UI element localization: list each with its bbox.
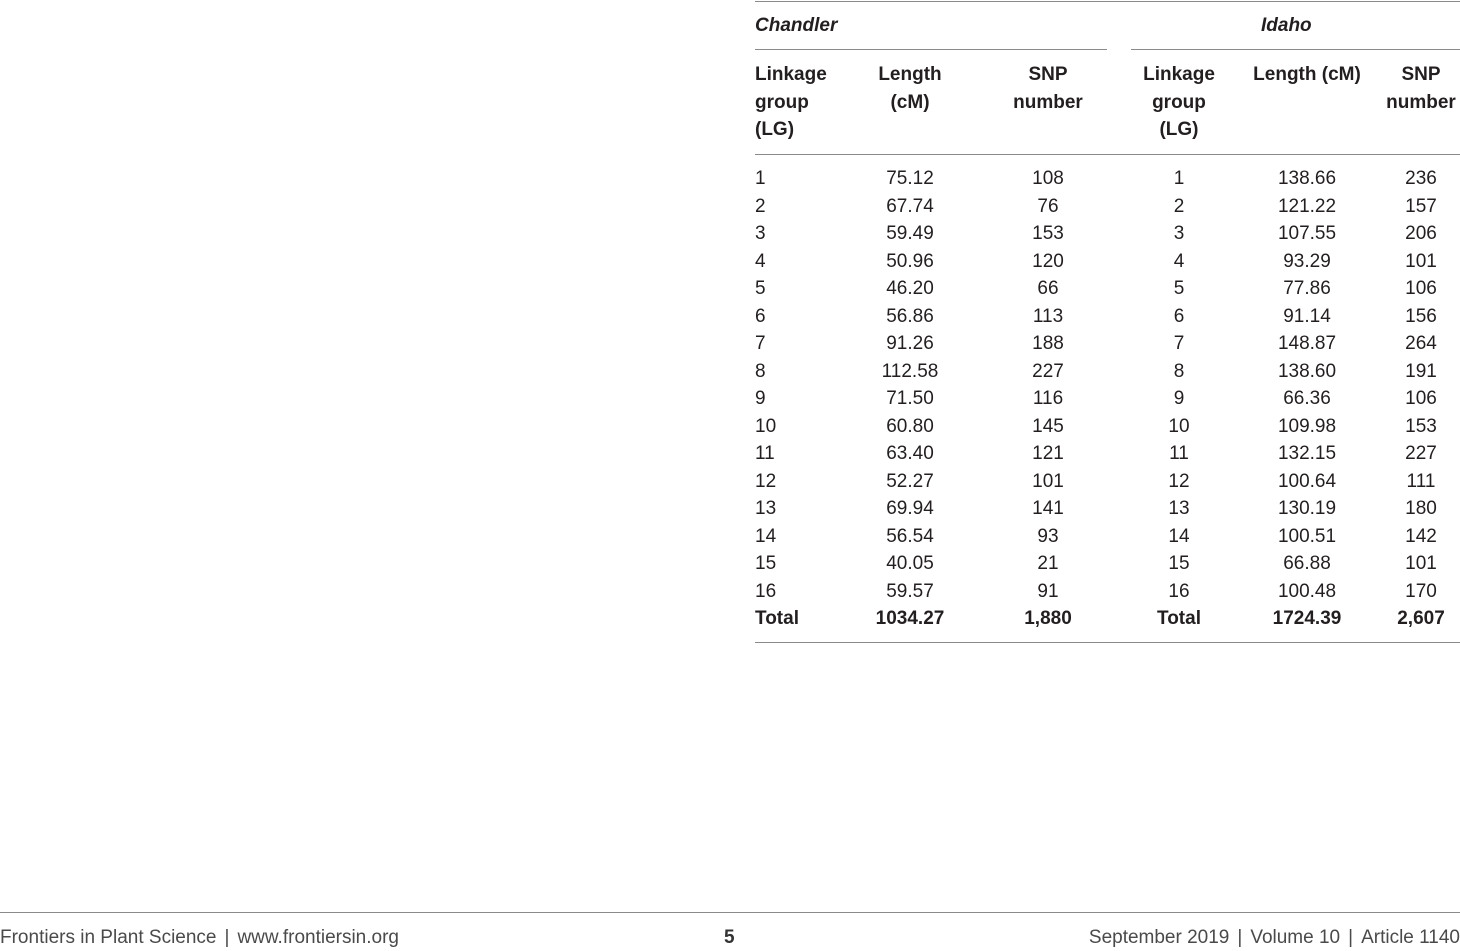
cell-length-chandler: 56.54 bbox=[886, 525, 934, 547]
cell-length-idaho: 148.87 bbox=[1277, 333, 1337, 354]
cell-lg-chandler: 12 bbox=[755, 470, 777, 492]
cell-length-idaho: 66.36 bbox=[1283, 388, 1331, 409]
footer-left bbox=[0, 925, 399, 951]
cell-snp-chandler: 21 bbox=[1037, 553, 1059, 574]
cell-length-chandler: 56.86 bbox=[886, 305, 934, 327]
cell-snp-chandler: 145 bbox=[1032, 415, 1064, 437]
cell-length-idaho: 109.98 bbox=[1277, 415, 1337, 437]
cell-length-idaho: 100.51 bbox=[1277, 525, 1337, 547]
cell-lg-chandler: 15 bbox=[755, 553, 777, 574]
cell-lg-idaho: 16 bbox=[1168, 580, 1190, 602]
cell-snp-idaho: 106 bbox=[1405, 388, 1437, 409]
cell-lg-idaho: 4 bbox=[1173, 250, 1185, 272]
cell-length-idaho: 107.55 bbox=[1277, 223, 1337, 244]
cell-snp-idaho: 111 bbox=[1406, 470, 1436, 492]
table-row bbox=[0, 523, 1460, 551]
total-snp-idaho: 2,607 bbox=[1397, 608, 1445, 629]
cell-lg-chandler: 9 bbox=[755, 388, 766, 409]
cell-snp-chandler: 227 bbox=[1032, 360, 1064, 382]
table-row bbox=[0, 220, 1460, 248]
cell-lg-idaho: 2 bbox=[1173, 195, 1185, 217]
table-body bbox=[0, 165, 1460, 633]
cell-length-idaho: 66.88 bbox=[1283, 553, 1331, 574]
cell-snp-idaho: 206 bbox=[1405, 223, 1437, 244]
cell-length-chandler: 69.94 bbox=[886, 498, 934, 519]
cell-snp-chandler: 153 bbox=[1032, 223, 1064, 244]
header-bottom-rule bbox=[755, 154, 1460, 155]
cell-length-chandler: 60.80 bbox=[886, 415, 934, 437]
cell-length-chandler: 46.20 bbox=[886, 278, 934, 299]
col-header-length-idaho: Length (cM) bbox=[1253, 64, 1361, 85]
cell-snp-chandler: 113 bbox=[1032, 305, 1064, 327]
cell-snp-idaho: 157 bbox=[1405, 195, 1437, 217]
table-row bbox=[0, 248, 1460, 276]
total-length-idaho: 1724.39 bbox=[1272, 608, 1342, 629]
table-row bbox=[0, 330, 1460, 358]
cell-lg-chandler: 4 bbox=[755, 250, 766, 272]
cell-snp-idaho: 170 bbox=[1405, 580, 1437, 602]
cell-lg-chandler: 16 bbox=[755, 580, 777, 602]
cell-lg-chandler: 2 bbox=[755, 195, 766, 217]
cell-snp-idaho: 180 bbox=[1405, 498, 1437, 519]
group-title-chandler: Chandler bbox=[755, 15, 838, 36]
cell-lg-chandler: 5 bbox=[755, 278, 766, 299]
cell-length-chandler: 59.49 bbox=[886, 223, 934, 244]
cell-snp-idaho: 236 bbox=[1405, 168, 1437, 189]
cell-snp-chandler: 116 bbox=[1032, 388, 1064, 409]
total-label-chandler: Total bbox=[755, 608, 799, 629]
cell-length-idaho: 100.64 bbox=[1277, 470, 1337, 492]
cell-length-idaho: 91.14 bbox=[1283, 305, 1331, 327]
table-row bbox=[0, 165, 1460, 193]
cell-snp-idaho: 106 bbox=[1405, 278, 1437, 299]
article-number: Article 1140 bbox=[1361, 927, 1460, 948]
table-row bbox=[0, 468, 1460, 496]
publication-date: September 2019 bbox=[1088, 927, 1230, 948]
cell-lg-chandler: 14 bbox=[755, 525, 777, 547]
cell-lg-chandler: 6 bbox=[755, 305, 766, 327]
cell-snp-idaho: 264 bbox=[1405, 333, 1437, 354]
cell-lg-idaho: 8 bbox=[1173, 360, 1185, 382]
table-bottom-rule bbox=[755, 642, 1460, 643]
cell-lg-idaho: 9 bbox=[1173, 388, 1185, 409]
cell-snp-idaho: 191 bbox=[1405, 360, 1437, 382]
cell-lg-idaho: 5 bbox=[1173, 278, 1185, 299]
cell-length-chandler: 50.96 bbox=[886, 250, 934, 272]
journal-name: Frontiers in Plant Science bbox=[0, 927, 217, 948]
journal-website[interactable]: www.frontiersin.org bbox=[237, 927, 399, 948]
cell-lg-chandler: 3 bbox=[755, 223, 766, 244]
cell-lg-idaho: 6 bbox=[1173, 305, 1185, 327]
cell-lg-chandler: 1 bbox=[755, 168, 766, 189]
cell-snp-idaho: 142 bbox=[1405, 525, 1437, 547]
cell-lg-idaho: 14 bbox=[1168, 525, 1190, 547]
cell-lg-chandler: 8 bbox=[755, 360, 766, 382]
cell-length-chandler: 112.58 bbox=[881, 360, 939, 382]
table-row bbox=[0, 358, 1460, 386]
cell-snp-chandler: 101 bbox=[1032, 470, 1064, 492]
cell-snp-idaho: 101 bbox=[1405, 553, 1437, 574]
cell-length-idaho: 130.19 bbox=[1277, 498, 1337, 519]
cell-lg-idaho: 7 bbox=[1173, 333, 1185, 354]
cell-lg-idaho: 13 bbox=[1168, 498, 1190, 519]
cell-length-chandler: 40.05 bbox=[886, 553, 934, 574]
volume-number: Volume 10 bbox=[1250, 927, 1341, 948]
cell-length-idaho: 100.48 bbox=[1277, 580, 1337, 602]
cell-lg-idaho: 12 bbox=[1168, 470, 1190, 492]
cell-length-idaho: 93.29 bbox=[1283, 250, 1331, 272]
cell-snp-idaho: 153 bbox=[1405, 415, 1437, 437]
cell-snp-idaho: 101 bbox=[1405, 250, 1437, 272]
table-row bbox=[0, 385, 1460, 413]
cell-length-chandler: 91.26 bbox=[886, 333, 934, 354]
cell-snp-chandler: 66 bbox=[1037, 278, 1059, 299]
table-row bbox=[0, 495, 1460, 523]
cell-lg-chandler: 11 bbox=[755, 443, 775, 464]
col-header-snp-idaho: SNP number bbox=[1386, 64, 1456, 113]
cell-length-idaho: 132.15 bbox=[1277, 443, 1337, 464]
cell-lg-chandler: 7 bbox=[755, 333, 766, 354]
col-header-length-chandler: Length (cM) bbox=[878, 64, 942, 113]
cell-lg-idaho: 11 bbox=[1169, 443, 1189, 464]
cell-length-chandler: 67.74 bbox=[886, 195, 934, 217]
cell-length-chandler: 59.57 bbox=[886, 580, 934, 602]
col-header-lg-idaho: Linkage group (LG) bbox=[1143, 64, 1215, 140]
table-row bbox=[0, 440, 1460, 468]
cell-snp-chandler: 76 bbox=[1037, 195, 1059, 217]
table-row bbox=[0, 303, 1460, 331]
table-row bbox=[0, 413, 1460, 441]
chandler-group-rule bbox=[755, 49, 1107, 50]
cell-snp-chandler: 120 bbox=[1032, 250, 1064, 272]
cell-snp-chandler: 93 bbox=[1037, 525, 1059, 547]
cell-length-idaho: 121.22 bbox=[1277, 195, 1337, 217]
cell-snp-chandler: 188 bbox=[1032, 333, 1064, 354]
page-number: 5 bbox=[724, 927, 735, 948]
footer-separator: | bbox=[1348, 927, 1354, 948]
cell-snp-chandler: 108 bbox=[1032, 168, 1064, 189]
table-total-row bbox=[0, 605, 1460, 633]
footer-separator: | bbox=[224, 927, 230, 948]
table-row bbox=[0, 578, 1460, 606]
table-row bbox=[0, 550, 1460, 578]
footer-right bbox=[1089, 925, 1460, 951]
cell-length-idaho: 77.86 bbox=[1283, 278, 1331, 299]
cell-lg-idaho: 10 bbox=[1168, 415, 1190, 437]
cell-length-idaho: 138.66 bbox=[1277, 168, 1337, 189]
cell-lg-chandler: 10 bbox=[755, 415, 777, 437]
cell-length-chandler: 75.12 bbox=[886, 168, 934, 189]
group-title-idaho: Idaho bbox=[1261, 15, 1312, 36]
cell-lg-idaho: 1 bbox=[1173, 168, 1185, 189]
table-top-rule bbox=[755, 1, 1460, 2]
col-header-snp-chandler: SNP number bbox=[1013, 64, 1083, 113]
cell-length-chandler: 63.40 bbox=[886, 443, 934, 464]
cell-length-chandler: 52.27 bbox=[886, 470, 934, 492]
cell-snp-idaho: 156 bbox=[1405, 305, 1437, 327]
cell-lg-chandler: 13 bbox=[755, 498, 777, 519]
cell-snp-idaho: 227 bbox=[1405, 443, 1437, 464]
table-row bbox=[0, 193, 1460, 221]
cell-lg-idaho: 3 bbox=[1173, 223, 1185, 244]
total-snp-chandler: 1,880 bbox=[1024, 608, 1072, 629]
footer-separator: | bbox=[1237, 927, 1243, 948]
cell-snp-chandler: 91 bbox=[1037, 580, 1059, 602]
cell-snp-chandler: 141 bbox=[1032, 498, 1064, 519]
cell-length-chandler: 71.50 bbox=[886, 388, 934, 409]
cell-length-idaho: 138.60 bbox=[1277, 360, 1337, 382]
cell-lg-idaho: 15 bbox=[1168, 553, 1190, 574]
total-label-idaho: Total bbox=[1157, 608, 1201, 629]
cell-snp-chandler: 121 bbox=[1032, 443, 1064, 464]
idaho-group-rule bbox=[1131, 49, 1460, 50]
col-header-lg-chandler: Linkage group (LG) bbox=[755, 64, 827, 140]
total-length-chandler: 1034.27 bbox=[875, 608, 945, 629]
table-row bbox=[0, 275, 1460, 303]
footer-rule bbox=[0, 912, 1460, 913]
